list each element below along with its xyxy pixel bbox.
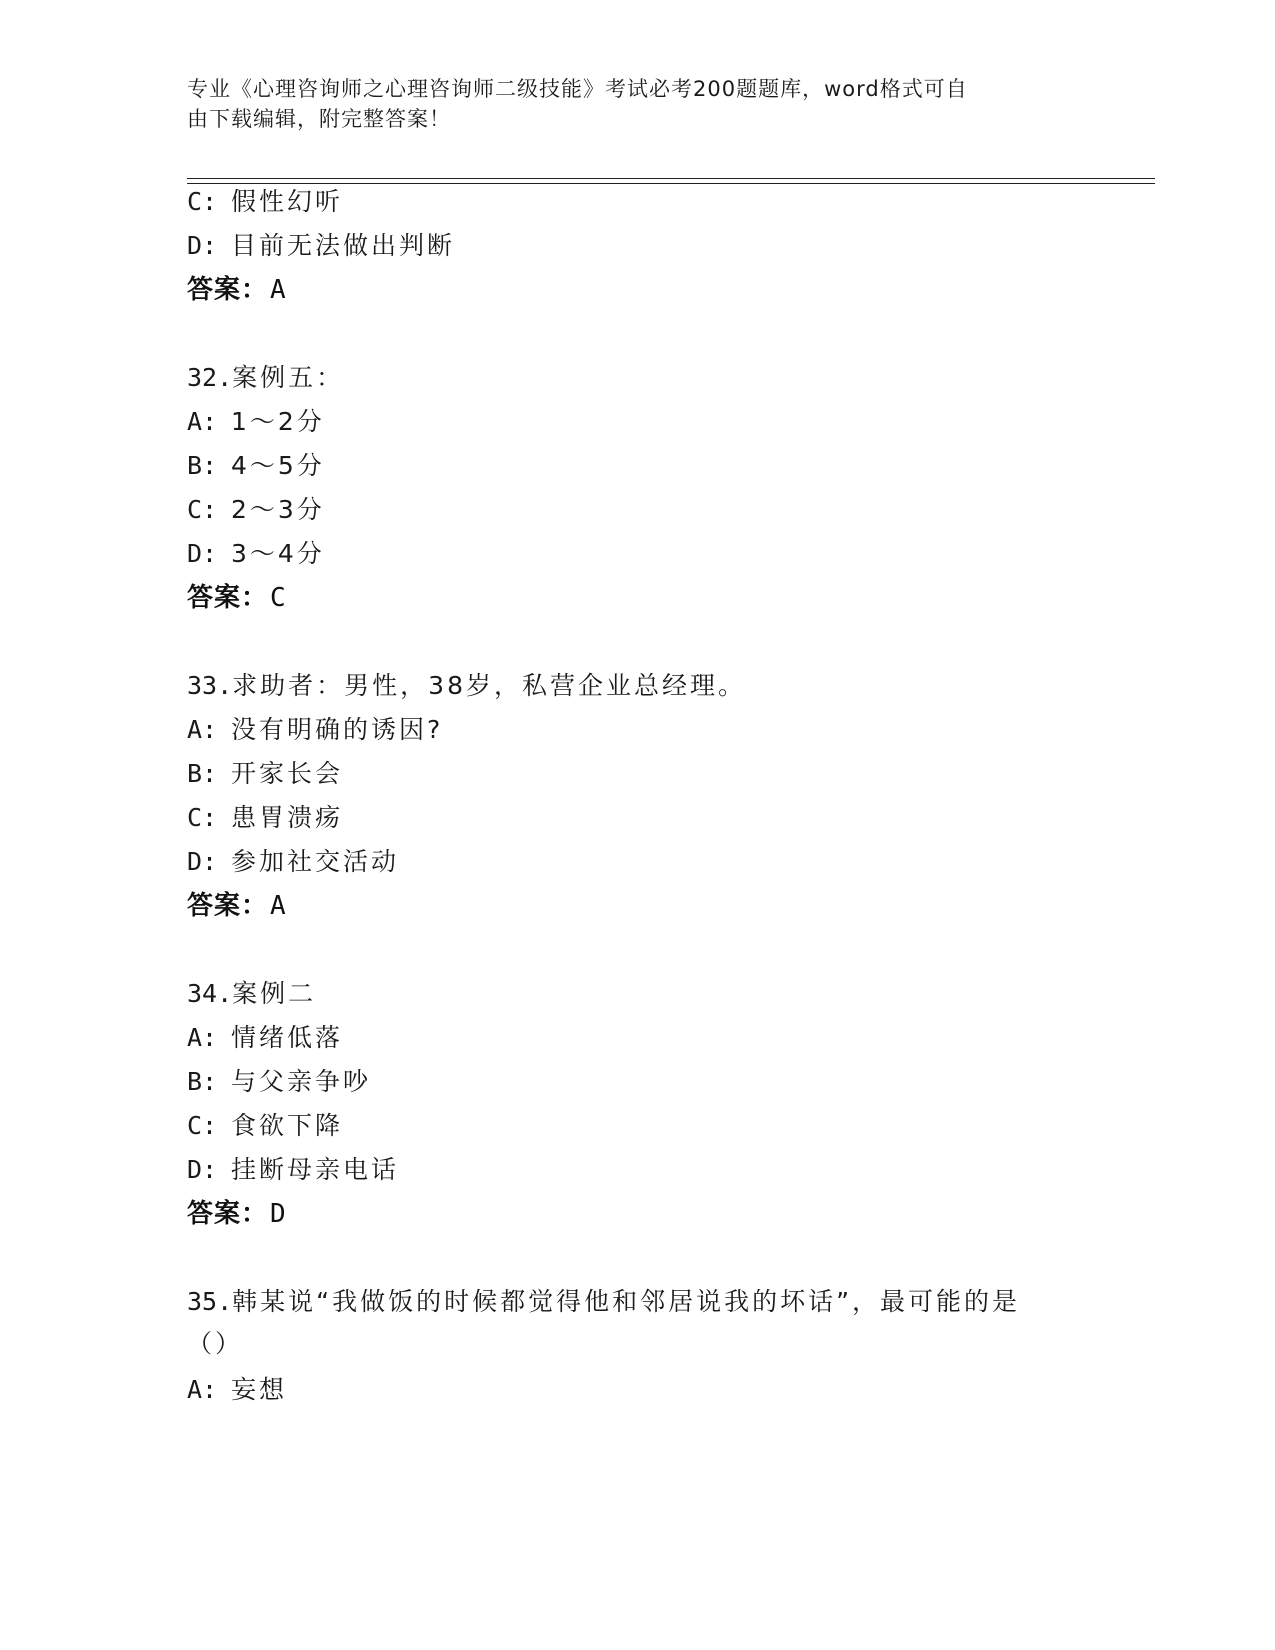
- option-label: D:: [187, 231, 218, 260]
- option-label: A:: [187, 1375, 218, 1404]
- option-text: 与父亲争吵: [231, 1067, 372, 1096]
- option-text: 假性幻听: [231, 187, 344, 216]
- question-number: 34.: [187, 979, 233, 1008]
- question-number: 35.: [187, 1287, 233, 1316]
- answer-label: 答案：: [187, 583, 269, 613]
- option-d: [187, 1154, 399, 1186]
- option-label: C:: [187, 1111, 218, 1140]
- option-b: [187, 450, 325, 482]
- answer-line: [187, 582, 287, 614]
- option-a: [187, 406, 325, 438]
- answer-label: 答案：: [187, 891, 269, 921]
- question-32-stem: [187, 362, 344, 394]
- option-label: A:: [187, 407, 218, 436]
- question-35-stem-continued: [187, 1328, 243, 1360]
- question-35-stem: [187, 1286, 1020, 1318]
- question-number: 33.: [187, 671, 233, 700]
- answer-label: 答案：: [187, 275, 269, 305]
- question-34-stem: [187, 978, 316, 1010]
- question-text: 案例五：: [232, 363, 345, 392]
- option-label: C:: [187, 187, 218, 216]
- option-label: B:: [187, 759, 218, 788]
- answer-value: A: [270, 891, 287, 921]
- option-text: 患胃溃疡: [231, 803, 344, 832]
- document-header: [187, 74, 1067, 134]
- option-c: [187, 1110, 343, 1142]
- option-text: 情绪低落: [231, 1023, 344, 1052]
- option-b: [187, 1066, 371, 1098]
- option-label: D:: [187, 1155, 218, 1184]
- question-text: 案例二: [232, 979, 317, 1008]
- header-divider-top: [187, 178, 1155, 179]
- option-label: D:: [187, 847, 218, 876]
- option-d: [187, 230, 455, 262]
- header-divider-bottom: [187, 183, 1155, 184]
- answer-line: [187, 890, 287, 922]
- option-text: 4～5分: [231, 451, 325, 480]
- option-text: 3～4分: [231, 539, 325, 568]
- answer-label: 答案：: [187, 1199, 269, 1229]
- question-text-continued: （）: [187, 1329, 244, 1358]
- option-text: 食欲下降: [231, 1111, 344, 1140]
- header-title-line-1: 专业《心理咨询师之心理咨询师二级技能》考试必考200题题库，word格式可自: [187, 77, 968, 101]
- option-text: 参加社交活动: [231, 847, 400, 876]
- option-a: [187, 1022, 343, 1054]
- answer-line: [187, 1198, 287, 1230]
- option-label: C:: [187, 495, 218, 524]
- answer-value: D: [270, 1199, 287, 1229]
- option-label: A:: [187, 1023, 218, 1052]
- option-c: [187, 186, 343, 218]
- option-b: [187, 758, 343, 790]
- question-number: 32.: [187, 363, 233, 392]
- option-d: [187, 538, 325, 570]
- question-text: 韩某说“我做饭的时候都觉得他和邻居说我的坏话”，最可能的是: [232, 1287, 1021, 1316]
- option-text: 2～3分: [231, 495, 325, 524]
- option-text: 没有明确的诱因?: [231, 715, 444, 744]
- option-c: [187, 802, 343, 834]
- option-text: 目前无法做出判断: [231, 231, 456, 260]
- option-a: [187, 714, 443, 746]
- answer-value: A: [270, 275, 287, 305]
- option-text: 开家长会: [231, 759, 344, 788]
- option-label: C:: [187, 803, 218, 832]
- answer-value: C: [270, 583, 287, 613]
- option-a: [187, 1374, 287, 1406]
- option-label: B:: [187, 1067, 218, 1096]
- option-text: 1～2分: [231, 407, 325, 436]
- option-label: B:: [187, 451, 218, 480]
- header-title-line-2: 由下载编辑，附完整答案！: [187, 107, 451, 131]
- option-text: 挂断母亲电话: [231, 1155, 400, 1184]
- question-text: 求助者：男性，38岁，私营企业总经理。: [232, 671, 746, 700]
- option-label: A:: [187, 715, 218, 744]
- question-33-stem: [187, 670, 746, 702]
- option-c: [187, 494, 325, 526]
- option-label: D:: [187, 539, 218, 568]
- option-text: 妄想: [231, 1375, 288, 1404]
- answer-line: [187, 274, 287, 306]
- option-d: [187, 846, 399, 878]
